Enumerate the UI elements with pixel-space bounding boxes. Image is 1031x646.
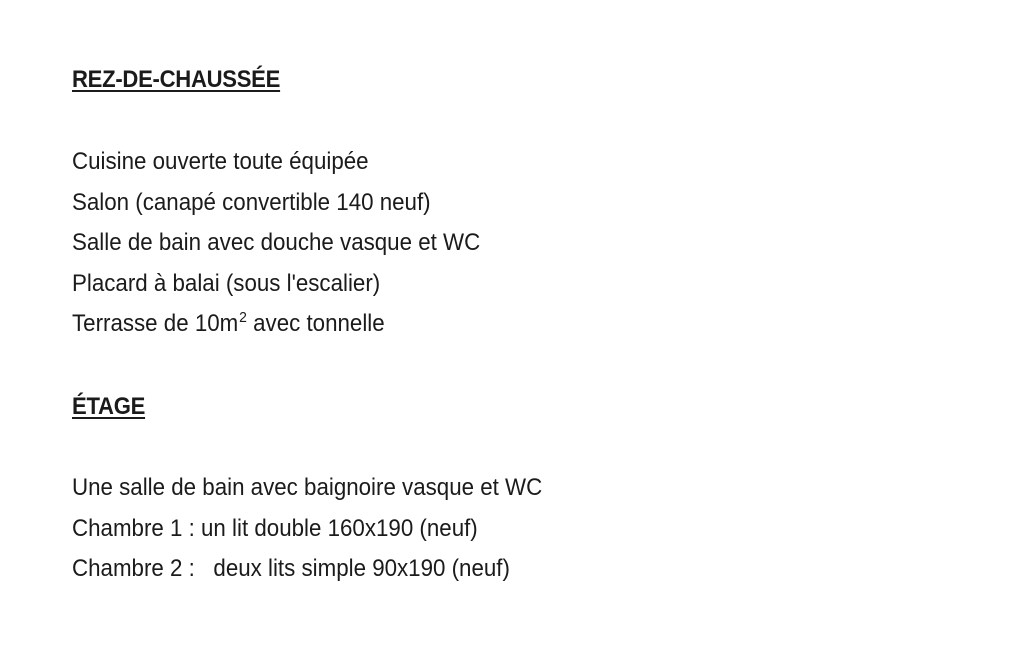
list-item: Chambre 2 : deux lits simple 90x190 (neuf) — [72, 555, 510, 582]
list-item-terrasse — [72, 304, 480, 345]
list-item: Salon (canapé convertible 140 neuf) — [72, 188, 431, 216]
list-item: Chambre 1 : un lit double 160x190 (neuf) — [72, 514, 478, 542]
list-item: Cuisine ouverte toute équipée — [72, 148, 369, 175]
list-item: Salle de bain avec douche vasque et WC — [72, 229, 481, 256]
list-item: Placard à balai (sous l'escalier) — [72, 269, 381, 297]
rez-de-chaussee-list — [72, 142, 511, 345]
terrasse-text-after: avec tonnelle — [246, 310, 385, 337]
superscript-2: 2 — [239, 309, 247, 326]
section-heading-rez-de-chaussee: REZ-DE-CHAUSSÉE — [72, 66, 281, 93]
terrasse-text-before: Terrasse de 10m — [72, 310, 239, 337]
section-heading-etage: ÉTAGE — [72, 393, 146, 420]
etage-list — [72, 468, 578, 590]
list-item: Une salle de bain avec baignoire vasque et WC — [72, 474, 543, 501]
